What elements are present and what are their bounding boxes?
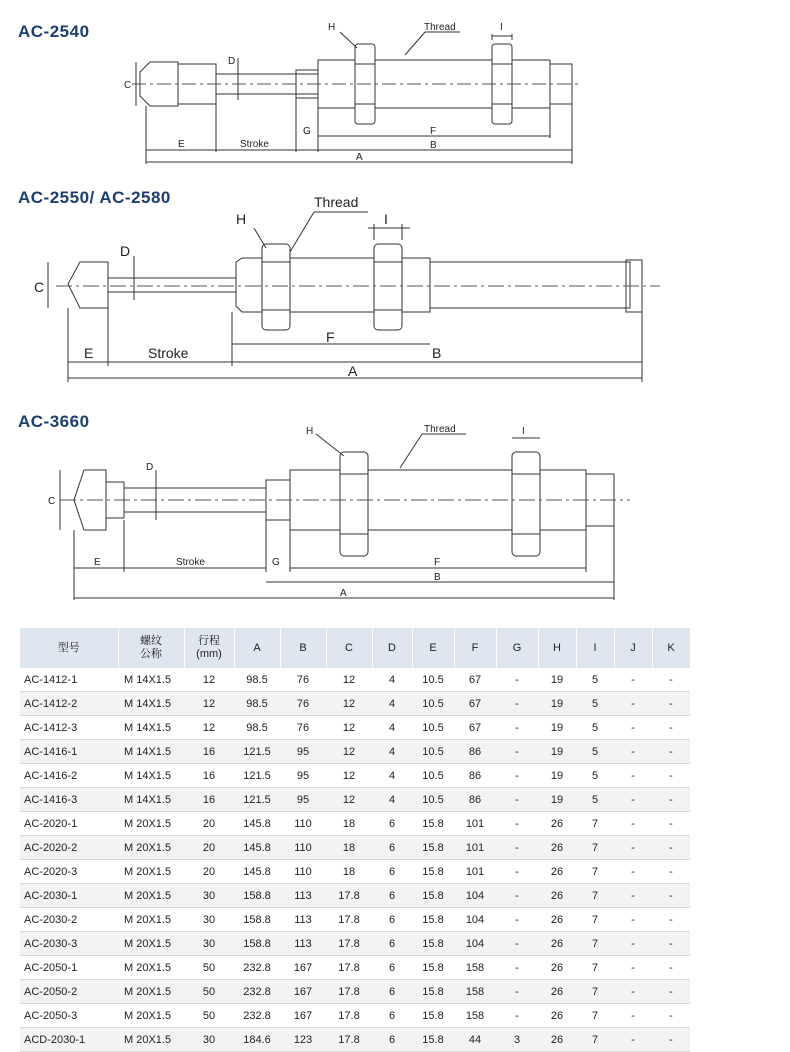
table-cell: 12 [326, 668, 372, 692]
table-cell: 121.5 [234, 740, 280, 764]
table-cell: 17.8 [326, 884, 372, 908]
table-cell: - [496, 764, 538, 788]
table-cell: 6 [372, 980, 412, 1004]
table-cell: - [652, 860, 690, 884]
table-cell: 17.8 [326, 1004, 372, 1028]
spec-table [20, 628, 691, 1052]
table-cell: 5 [576, 668, 614, 692]
column-header: I [576, 628, 614, 668]
table-cell: 232.8 [234, 1004, 280, 1028]
table-cell: 18 [326, 836, 372, 860]
table-cell: - [614, 692, 652, 716]
table-cell: 110 [280, 860, 326, 884]
table-cell: AC-1416-2 [20, 764, 118, 788]
table-cell: - [496, 980, 538, 1004]
table-cell: AC-2030-2 [20, 908, 118, 932]
table-cell: AC-2050-1 [20, 956, 118, 980]
table-cell: - [652, 836, 690, 860]
table-cell: M 20X1.5 [118, 956, 184, 980]
table-cell: 167 [280, 956, 326, 980]
table-cell: AC-2020-3 [20, 860, 118, 884]
table-cell: - [614, 812, 652, 836]
table-cell: 20 [184, 860, 234, 884]
table-cell: M 14X1.5 [118, 740, 184, 764]
label-i: I [522, 426, 525, 437]
table-cell: 17.8 [326, 956, 372, 980]
table-cell: 104 [454, 884, 496, 908]
table-cell: 67 [454, 692, 496, 716]
table-cell: 95 [280, 764, 326, 788]
table-cell: 110 [280, 812, 326, 836]
table-cell: 50 [184, 980, 234, 1004]
label-b: B [432, 345, 442, 361]
column-header: F [454, 628, 496, 668]
table-cell: 15.8 [412, 1004, 454, 1028]
table-row [20, 740, 690, 764]
table-cell: 5 [576, 692, 614, 716]
table-header-row [20, 628, 690, 668]
table-cell: 101 [454, 812, 496, 836]
table-cell: M 20X1.5 [118, 812, 184, 836]
table-cell: 10.5 [412, 668, 454, 692]
table-cell: - [496, 860, 538, 884]
label-d: D [228, 56, 236, 67]
table-cell: 167 [280, 1004, 326, 1028]
column-header: C [326, 628, 372, 668]
column-header: 螺纹 公称 [118, 628, 184, 668]
table-cell: - [496, 884, 538, 908]
table-row [20, 812, 690, 836]
table-cell: 4 [372, 740, 412, 764]
table-cell: - [496, 692, 538, 716]
table-cell: 26 [538, 956, 576, 980]
table-cell: - [614, 884, 652, 908]
table-cell: 113 [280, 932, 326, 956]
label-thread: Thread [314, 194, 359, 210]
table-cell: - [496, 932, 538, 956]
table-row [20, 764, 690, 788]
table-cell: 19 [538, 716, 576, 740]
table-cell: AC-2030-3 [20, 932, 118, 956]
section-title-ac-2550-2580: AC-2550/ AC-2580 [18, 188, 171, 207]
table-cell: - [652, 812, 690, 836]
table-cell: 98.5 [234, 692, 280, 716]
table-cell: - [496, 836, 538, 860]
column-header: B [280, 628, 326, 668]
table-cell: 86 [454, 788, 496, 812]
table-cell: 76 [280, 668, 326, 692]
table-cell: M 20X1.5 [118, 860, 184, 884]
table-cell: 7 [576, 860, 614, 884]
table-cell: 12 [184, 692, 234, 716]
table-row [20, 1028, 690, 1052]
table-cell: 5 [576, 740, 614, 764]
table-cell: 12 [184, 716, 234, 740]
table-cell: - [652, 908, 690, 932]
table-cell: M 20X1.5 [118, 1028, 184, 1052]
table-cell: 26 [538, 1028, 576, 1052]
table-cell: 16 [184, 764, 234, 788]
table-cell: 6 [372, 860, 412, 884]
table-cell: 4 [372, 764, 412, 788]
label-i: I [384, 211, 388, 227]
label-f: F [326, 329, 335, 345]
table-cell: - [614, 932, 652, 956]
table-cell: 67 [454, 668, 496, 692]
table-cell: 10.5 [412, 764, 454, 788]
table-row [20, 980, 690, 1004]
table-cell: - [652, 932, 690, 956]
table-cell: 158.8 [234, 908, 280, 932]
table-cell: 15.8 [412, 980, 454, 1004]
label-h: H [306, 426, 314, 437]
table-cell: 86 [454, 740, 496, 764]
table-cell: M 14X1.5 [118, 764, 184, 788]
table-cell: M 14X1.5 [118, 788, 184, 812]
table-cell: AC-2020-2 [20, 836, 118, 860]
table-cell: 6 [372, 932, 412, 956]
table-cell: 7 [576, 836, 614, 860]
column-header: J [614, 628, 652, 668]
label-b: B [434, 572, 441, 583]
table-cell: 3 [496, 1028, 538, 1052]
table-cell: 158.8 [234, 884, 280, 908]
table-cell: 50 [184, 1004, 234, 1028]
table-cell: 19 [538, 788, 576, 812]
table-cell: M 14X1.5 [118, 668, 184, 692]
spec-table-wrapper [20, 628, 690, 1052]
table-cell: AC-1416-1 [20, 740, 118, 764]
table-cell: 17.8 [326, 980, 372, 1004]
table-cell: 16 [184, 740, 234, 764]
table-cell: M 20X1.5 [118, 884, 184, 908]
table-cell: 158 [454, 980, 496, 1004]
label-g: G [272, 557, 280, 568]
table-cell: 16 [184, 788, 234, 812]
table-cell: 7 [576, 956, 614, 980]
table-cell: - [496, 740, 538, 764]
table-row [20, 908, 690, 932]
table-cell: 113 [280, 884, 326, 908]
table-row [20, 932, 690, 956]
label-c: C [34, 279, 45, 295]
table-cell: M 20X1.5 [118, 836, 184, 860]
section-title-ac-2540: AC-2540 [18, 22, 90, 41]
table-cell: 15.8 [412, 860, 454, 884]
table-cell: 104 [454, 932, 496, 956]
table-cell: 26 [538, 884, 576, 908]
table-cell: - [652, 1028, 690, 1052]
table-cell: 145.8 [234, 812, 280, 836]
table-cell: 20 [184, 836, 234, 860]
table-cell: - [652, 980, 690, 1004]
table-cell: 30 [184, 932, 234, 956]
table-cell: 6 [372, 1028, 412, 1052]
table-cell: 7 [576, 932, 614, 956]
table-cell: 10.5 [412, 740, 454, 764]
table-row [20, 884, 690, 908]
table-cell: 18 [326, 860, 372, 884]
table-cell: 7 [576, 812, 614, 836]
table-cell: - [496, 1004, 538, 1028]
table-row [20, 1004, 690, 1028]
label-d: D [120, 243, 131, 259]
table-cell: 184.6 [234, 1028, 280, 1052]
table-cell: 7 [576, 1004, 614, 1028]
table-cell: 6 [372, 812, 412, 836]
table-cell: 110 [280, 836, 326, 860]
table-cell: 98.5 [234, 716, 280, 740]
column-header: A [234, 628, 280, 668]
table-cell: 50 [184, 956, 234, 980]
label-e: E [84, 345, 94, 361]
table-cell: 232.8 [234, 980, 280, 1004]
label-e: E [94, 557, 101, 568]
table-cell: - [496, 908, 538, 932]
table-cell: 17.8 [326, 1028, 372, 1052]
table-cell: - [496, 788, 538, 812]
table-cell: 12 [326, 740, 372, 764]
table-cell: 4 [372, 788, 412, 812]
table-cell: - [614, 740, 652, 764]
table-cell: 101 [454, 860, 496, 884]
table-cell: 19 [538, 692, 576, 716]
table-cell: 6 [372, 884, 412, 908]
table-cell: - [496, 812, 538, 836]
table-cell: 67 [454, 716, 496, 740]
table-cell: 26 [538, 980, 576, 1004]
table-cell: 7 [576, 908, 614, 932]
label-f: F [434, 557, 441, 568]
table-cell: 19 [538, 740, 576, 764]
table-cell: 76 [280, 692, 326, 716]
table-cell: M 14X1.5 [118, 716, 184, 740]
table-cell: 17.8 [326, 932, 372, 956]
table-body [20, 668, 690, 1052]
table-row [20, 956, 690, 980]
table-cell: 12 [326, 716, 372, 740]
table-cell: 76 [280, 716, 326, 740]
table-cell: - [614, 668, 652, 692]
table-cell: AC-1412-2 [20, 692, 118, 716]
table-cell: 145.8 [234, 836, 280, 860]
label-a: A [348, 363, 358, 379]
table-cell: 113 [280, 908, 326, 932]
label-h: H [328, 22, 336, 33]
table-cell: 123 [280, 1028, 326, 1052]
table-cell: AC-1412-3 [20, 716, 118, 740]
table-row [20, 692, 690, 716]
table-cell: AC-2030-1 [20, 884, 118, 908]
table-cell: - [652, 764, 690, 788]
table-cell: - [614, 1004, 652, 1028]
table-cell: 167 [280, 980, 326, 1004]
table-cell: M 20X1.5 [118, 980, 184, 1004]
table-cell: 101 [454, 836, 496, 860]
table-cell: 5 [576, 788, 614, 812]
table-cell: AC-2020-1 [20, 812, 118, 836]
column-header: K [652, 628, 690, 668]
column-header: 型号 [20, 628, 118, 668]
table-cell: 10.5 [412, 788, 454, 812]
table-cell: - [614, 1028, 652, 1052]
table-cell: 15.8 [412, 932, 454, 956]
table-cell: 10.5 [412, 692, 454, 716]
label-stroke: Stroke [148, 345, 189, 361]
table-cell: 26 [538, 908, 576, 932]
table-cell: - [614, 764, 652, 788]
table-cell: 12 [326, 764, 372, 788]
table-cell: - [614, 956, 652, 980]
table-cell: 15.8 [412, 908, 454, 932]
table-cell: 158 [454, 1004, 496, 1028]
table-cell: 6 [372, 1004, 412, 1028]
table-cell: - [652, 692, 690, 716]
table-cell: - [652, 668, 690, 692]
label-a: A [356, 152, 363, 163]
table-cell: 12 [326, 788, 372, 812]
table-cell: 158 [454, 956, 496, 980]
table-cell: 104 [454, 908, 496, 932]
label-i: I [500, 22, 503, 33]
label-stroke: Stroke [240, 139, 269, 150]
table-cell: 6 [372, 908, 412, 932]
table-cell: 6 [372, 956, 412, 980]
label-g: G [303, 126, 311, 137]
table-cell: - [652, 884, 690, 908]
table-cell: - [614, 908, 652, 932]
table-cell: - [614, 716, 652, 740]
table-cell: 5 [576, 764, 614, 788]
table-cell: ACD-2030-1 [20, 1028, 118, 1052]
table-cell: 15.8 [412, 1028, 454, 1052]
table-cell: 26 [538, 860, 576, 884]
table-cell: 7 [576, 884, 614, 908]
label-c: C [124, 80, 132, 91]
table-cell: 26 [538, 836, 576, 860]
table-cell: 7 [576, 1028, 614, 1052]
table-cell: M 14X1.5 [118, 692, 184, 716]
table-cell: 30 [184, 908, 234, 932]
table-cell: 7 [576, 980, 614, 1004]
table-cell: 232.8 [234, 956, 280, 980]
table-cell: AC-1412-1 [20, 668, 118, 692]
table-cell: - [614, 980, 652, 1004]
table-cell: - [652, 716, 690, 740]
table-cell: M 20X1.5 [118, 908, 184, 932]
table-row [20, 716, 690, 740]
table-cell: - [614, 860, 652, 884]
table-cell: 6 [372, 836, 412, 860]
table-cell: 4 [372, 668, 412, 692]
label-a: A [340, 588, 347, 599]
table-cell: 121.5 [234, 764, 280, 788]
section-title-ac-3660: AC-3660 [18, 412, 90, 431]
table-cell: AC-2050-2 [20, 980, 118, 1004]
table-cell: 145.8 [234, 860, 280, 884]
label-h: H [236, 211, 247, 227]
table-cell: 5 [576, 716, 614, 740]
label-e: E [178, 139, 185, 150]
table-cell: 26 [538, 1004, 576, 1028]
table-cell: 26 [538, 932, 576, 956]
column-header: H [538, 628, 576, 668]
label-d: D [146, 462, 154, 473]
table-cell: 12 [184, 668, 234, 692]
table-cell: 4 [372, 692, 412, 716]
table-cell: 30 [184, 1028, 234, 1052]
table-cell: 26 [538, 812, 576, 836]
table-cell: 30 [184, 884, 234, 908]
table-cell: AC-2050-3 [20, 1004, 118, 1028]
table-cell: - [496, 716, 538, 740]
table-cell: - [652, 1004, 690, 1028]
table-cell: 95 [280, 788, 326, 812]
table-cell: 121.5 [234, 788, 280, 812]
table-cell: 98.5 [234, 668, 280, 692]
label-stroke: Stroke [176, 557, 205, 568]
table-cell: - [652, 956, 690, 980]
table-cell: - [652, 788, 690, 812]
table-cell: M 20X1.5 [118, 932, 184, 956]
table-cell: 15.8 [412, 812, 454, 836]
table-cell: 19 [538, 764, 576, 788]
table-cell: - [496, 956, 538, 980]
table-row [20, 668, 690, 692]
table-row [20, 860, 690, 884]
table-cell: 18 [326, 812, 372, 836]
table-row [20, 836, 690, 860]
column-header: G [496, 628, 538, 668]
table-cell: 10.5 [412, 716, 454, 740]
table-cell: 86 [454, 764, 496, 788]
table-cell: AC-1416-3 [20, 788, 118, 812]
table-cell: - [496, 668, 538, 692]
label-f: F [430, 126, 437, 137]
table-cell: 15.8 [412, 956, 454, 980]
table-cell: - [652, 740, 690, 764]
column-header: 行程 (mm) [184, 628, 234, 668]
table-cell: - [614, 836, 652, 860]
table-cell: M 20X1.5 [118, 1004, 184, 1028]
table-cell: 20 [184, 812, 234, 836]
table-cell: 4 [372, 716, 412, 740]
table-cell: 12 [326, 692, 372, 716]
table-cell: 44 [454, 1028, 496, 1052]
label-thread: Thread [424, 22, 456, 33]
table-cell: 158.8 [234, 932, 280, 956]
table-cell: - [614, 788, 652, 812]
table-cell: 15.8 [412, 836, 454, 860]
label-thread: Thread [424, 424, 456, 435]
label-b: B [430, 140, 437, 151]
label-c: C [48, 496, 56, 507]
table-cell: 19 [538, 668, 576, 692]
table-cell: 95 [280, 740, 326, 764]
column-header: E [412, 628, 454, 668]
table-cell: 17.8 [326, 908, 372, 932]
column-header: D [372, 628, 412, 668]
table-cell: 15.8 [412, 884, 454, 908]
table-row [20, 788, 690, 812]
